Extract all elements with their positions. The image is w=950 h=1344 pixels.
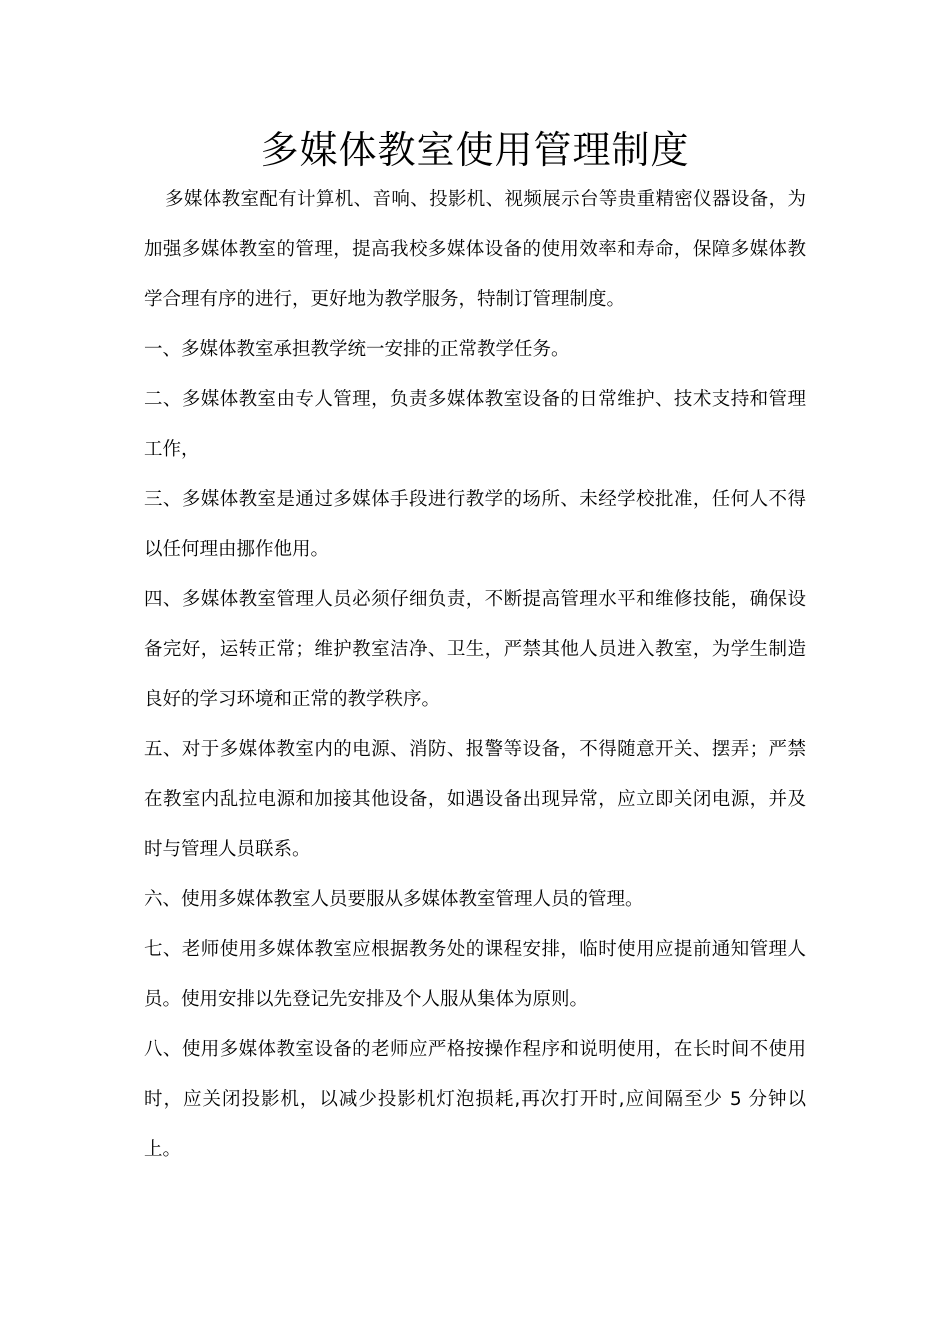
rule-1: 一、多媒体教室承担教学统一安排的正常教学任务。 bbox=[144, 339, 570, 360]
rule-8: 八、使用多媒体教室设备的老师应严格按操作程序和说明使用，在长时间不使用时，应关闭投影机，以减少投影机灯泡损耗,再次打开时,应间隔至少 5 分钟以上。 bbox=[144, 1039, 806, 1160]
rule-4: 四、多媒体教室管理人员必须仔细负责，不断提高管理水平和维修技能，确保设备完好，运转正常；维护教室洁净、卫生，严禁其他人员进入教室，为学生制造良好的学习环境和正常的教学秩序。 bbox=[144, 589, 806, 710]
rule-2: 二、多媒体教室由专人管理，负责多媒体教室设备的日常维护、技术支持和管理工作， bbox=[144, 389, 806, 460]
document-title: 多媒体教室使用管理制度 bbox=[260, 128, 690, 172]
intro-paragraph: 多媒体教室配有计算机、音响、投影机、视频展示台等贵重精密仪器设备，为加强多媒体教室的管理，提高我校多媒体设备的使用效率和寿命，保障多媒体教学合理有序的进行，更好地为教学服务，特制订管理制度。 bbox=[144, 189, 806, 310]
document-body bbox=[144, 175, 806, 1175]
rule-7: 七、老师使用多媒体教室应根据教务处的课程安排，临时使用应提前通知管理人员。使用安排以先登记先安排及个人服从集体为原则。 bbox=[144, 939, 806, 1010]
rule-3: 三、多媒体教室是通过多媒体手段进行教学的场所、未经学校批准，任何人不得以任何理由挪作他用。 bbox=[144, 489, 806, 560]
rule-5: 五、对于多媒体教室内的电源、消防、报警等设备，不得随意开关、摆弄；严禁在教室内乱拉电源和加接其他设备，如遇设备出现异常，应立即关闭电源，并及时与管理人员联系。 bbox=[144, 739, 806, 860]
rule-6: 六、使用多媒体教室人员要服从多媒体教室管理人员的管理。 bbox=[144, 889, 644, 910]
